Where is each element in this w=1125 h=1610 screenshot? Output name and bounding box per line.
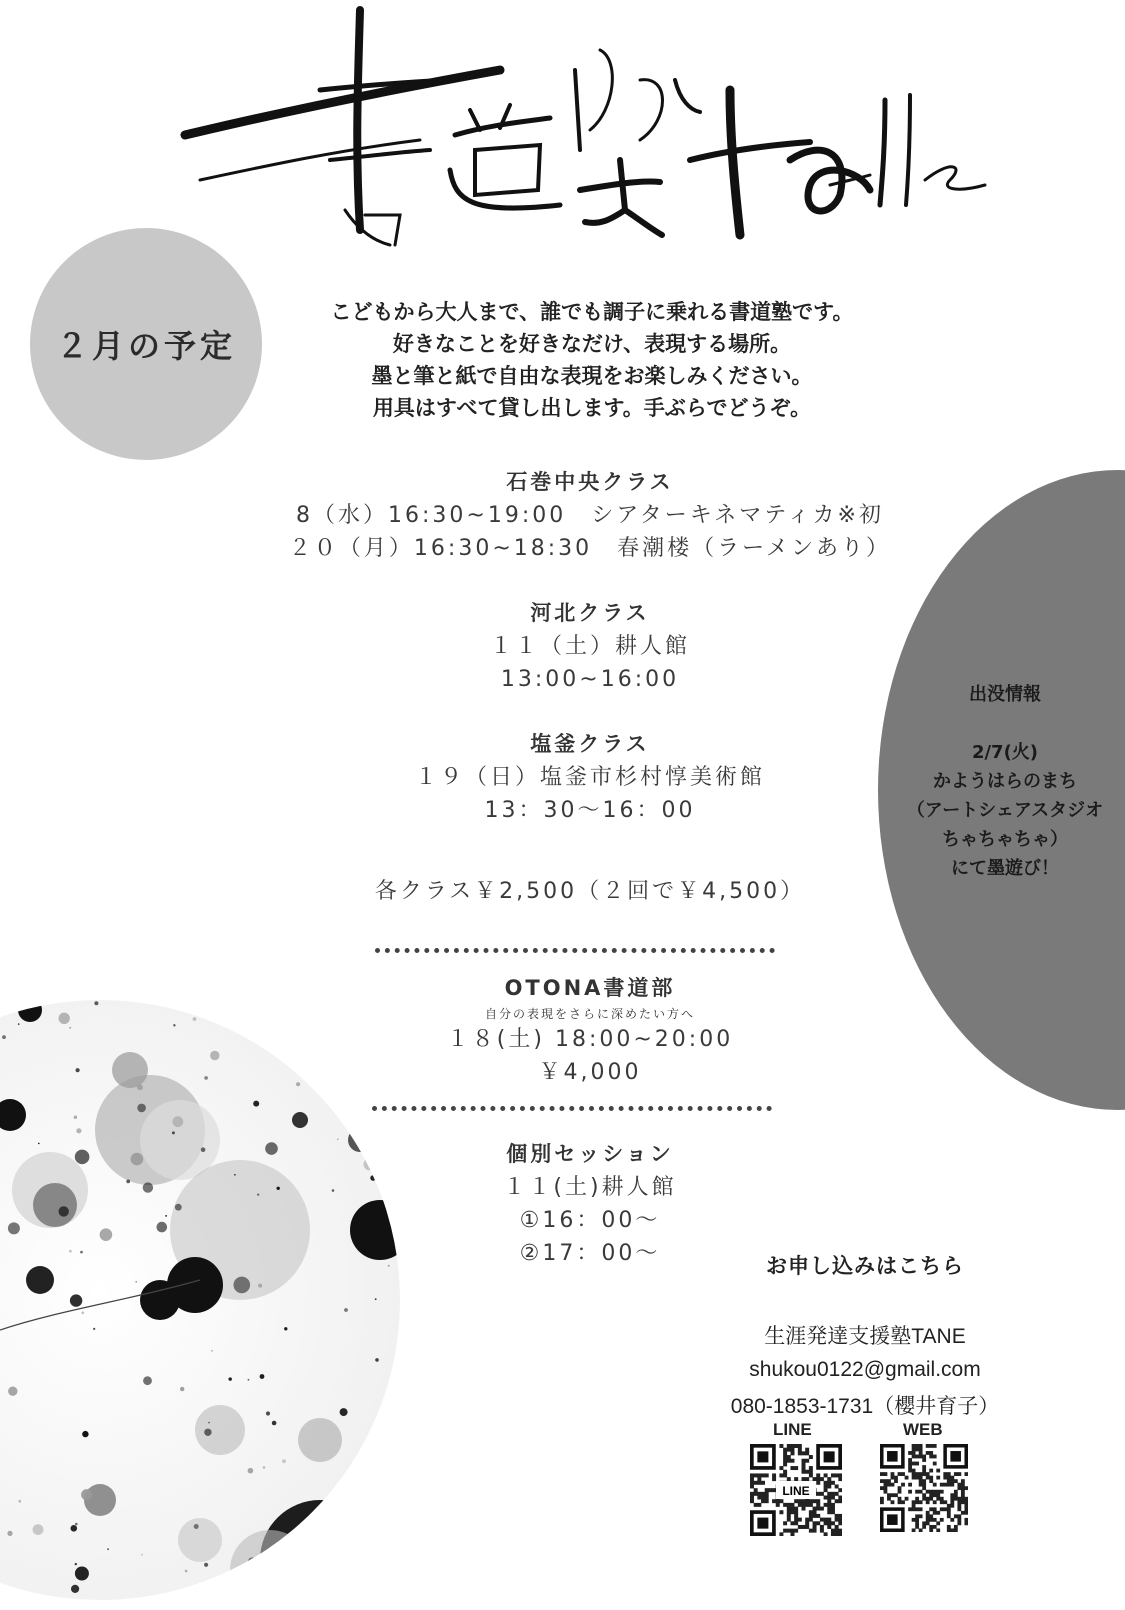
class-line: １９（日）塩釜市杉村惇美術館 — [414, 765, 765, 790]
phone-number[interactable]: 080-1853-1731（櫻井育子） — [730, 1395, 1000, 1418]
appearance-line: かようはらのまち — [933, 771, 1077, 792]
appearance-line: （アートシェアスタジオ — [906, 800, 1104, 821]
web-qr-code[interactable] — [880, 1444, 968, 1532]
email-link[interactable]: shukou0122@gmail.com — [749, 1358, 981, 1381]
otona-line: ￥4,000 — [538, 1060, 642, 1085]
appearance-line: にて墨遊び！ — [951, 858, 1059, 879]
ink-splatter-image — [0, 970, 400, 1610]
session-title: 個別セッション — [506, 1142, 674, 1166]
class-line: ２０（月）16:30~18:30 春潮楼（ラーメンあり） — [288, 536, 892, 561]
line-qr-label: LINE — [773, 1420, 812, 1439]
intro-line: 墨と筆と紙で自由な表現をお楽しみください。 — [371, 364, 813, 388]
class-price: 各クラス￥2,500（２回で￥4,500） — [374, 879, 806, 904]
class-line: 8（水）16:30~19:00 シアターキネマティカ※初 — [296, 503, 884, 528]
apply-heading: お申し込みはこちら — [766, 1255, 964, 1278]
intro-line: 好きなことを好きなだけ、表現する場所。 — [392, 332, 792, 356]
class-title: 石巻中央クラス — [506, 470, 674, 494]
otona-line: １８(土) 18:00~20:00 — [446, 1027, 734, 1052]
class-line: 13:00~16:00 — [500, 667, 680, 692]
class-line: 13：30〜16：00 — [484, 798, 696, 823]
divider — [375, 948, 775, 953]
contact-info — [700, 1250, 1030, 1420]
intro-line: 用具はすべて貸し出します。手ぶらでどうぞ。 — [372, 396, 812, 420]
class-title: 河北クラス — [530, 601, 650, 625]
otona-subtitle: 自分の表現をさらに深めたい方へ — [484, 1007, 695, 1021]
class-kahoku — [200, 597, 980, 696]
class-shiogama — [200, 728, 980, 827]
session-line: １１(土)耕人館 — [503, 1175, 677, 1200]
class-line: １１（土）耕人館 — [489, 634, 690, 659]
month-badge — [30, 228, 262, 460]
class-title: 塩釜クラス — [530, 732, 650, 756]
web-qr-label: WEB — [903, 1420, 943, 1439]
otona-title: OTONA書道部 — [504, 976, 676, 1000]
line-qr-center-label: LINE — [782, 1484, 810, 1498]
org-name: 生涯発達支援塾TANE — [764, 1325, 966, 1348]
logo — [170, 0, 1010, 260]
intro-text — [262, 296, 922, 424]
month-badge-label: ２月の予定 — [55, 327, 236, 365]
session-line: ②17：00〜 — [519, 1241, 661, 1266]
appearance-line: 2/7(火) — [971, 742, 1039, 763]
appearance-title: 出没情報 — [969, 684, 1041, 705]
intro-line: こどもから大人まで、誰でも調子に乗れる書道塾です。 — [330, 300, 854, 324]
class-ishinomaki — [200, 466, 980, 565]
session-line: ①16：00〜 — [519, 1208, 661, 1233]
divider — [372, 1106, 772, 1111]
appearance-line: ちゃちゃちゃ） — [942, 829, 1068, 850]
line-qr-code[interactable] — [750, 1444, 842, 1536]
